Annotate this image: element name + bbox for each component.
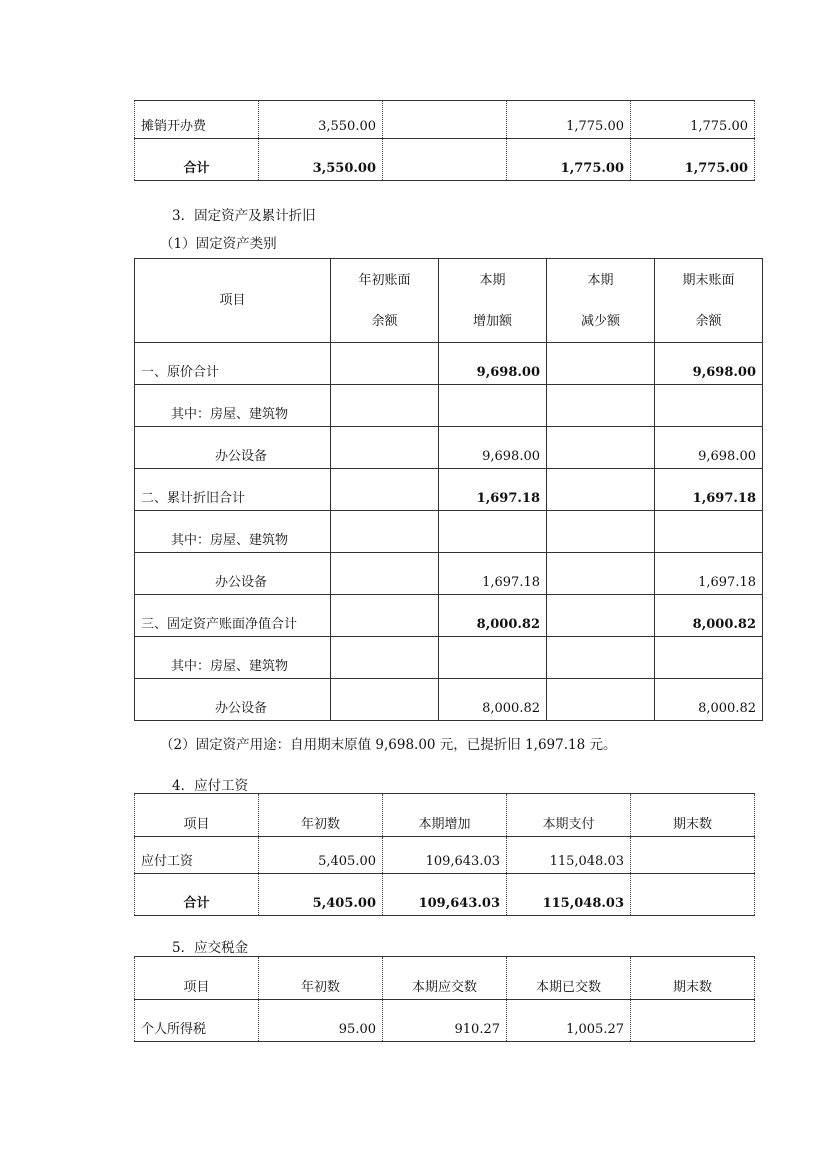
value-cell: 8,000.82 (439, 679, 547, 721)
value-cell: 3,550.00 (259, 101, 383, 139)
table-row (135, 385, 763, 427)
header-col2-bottom: 增加额 (472, 313, 512, 329)
value-cell: 1,697.18 (439, 469, 547, 511)
table-row (135, 427, 763, 469)
value-cell: 3,550.00 (259, 139, 383, 181)
value-cell (547, 343, 655, 385)
value-cell: 910.27 (383, 1000, 507, 1042)
value-cell (331, 427, 439, 469)
value-cell: 95.00 (259, 1000, 383, 1042)
value-cell: 1,775.00 (631, 101, 755, 139)
fixed-assets-table (134, 258, 763, 721)
header-item: 项目 (135, 794, 259, 837)
header-col4: 期末数 (631, 794, 755, 837)
value-cell (547, 469, 655, 511)
value-cell (331, 595, 439, 637)
item-cell: 其中：房屋、建筑物 (135, 511, 331, 553)
table-row (135, 837, 755, 874)
item-cell: 办公设备 (135, 679, 331, 721)
value-cell: 109,643.03 (383, 837, 507, 874)
header-item: 项目 (135, 259, 331, 343)
item-cell: 其中：房屋、建筑物 (135, 637, 331, 679)
section4-title: 4．应付工资 (172, 778, 249, 794)
value-cell (331, 553, 439, 595)
value-cell (331, 469, 439, 511)
value-cell: 9,698.00 (439, 427, 547, 469)
header-col3: 本期支付 (507, 794, 631, 837)
value-cell (331, 385, 439, 427)
value-cell (439, 385, 547, 427)
header-col3-bottom: 减少额 (580, 313, 620, 329)
header-row (135, 957, 755, 1000)
item-cell: 摊销开办费 (135, 101, 259, 139)
item-cell: 三、固定资产账面净值合计 (135, 595, 331, 637)
total-row (135, 874, 755, 916)
value-cell (331, 343, 439, 385)
header-col2: 本期增加 (383, 794, 507, 837)
header-col1 (331, 259, 439, 343)
header-col4-bottom: 余额 (695, 313, 722, 329)
value-cell: 9,698.00 (655, 427, 763, 469)
value-cell (631, 1000, 755, 1042)
header-row (135, 794, 755, 837)
value-cell (331, 637, 439, 679)
section5-title: 5．应交税金 (172, 940, 249, 956)
header-col4-top: 期末账面 (682, 272, 735, 288)
header-col2: 本期应交数 (383, 957, 507, 1000)
value-cell (655, 385, 763, 427)
value-cell: 115,048.03 (507, 837, 631, 874)
value-cell (631, 837, 755, 874)
table-row (135, 553, 763, 595)
value-cell (383, 101, 507, 139)
header-col4 (655, 259, 763, 343)
header-col2 (439, 259, 547, 343)
value-cell: 1,697.18 (655, 469, 763, 511)
table-row (135, 343, 763, 385)
section3-note: （2）固定资产用途：自用期末原值 9,698.00 元，已提折旧 1,697.18 元。 (160, 737, 617, 753)
value-cell: 109,643.03 (383, 874, 507, 916)
value-cell (331, 679, 439, 721)
value-cell (383, 139, 507, 181)
item-cell: 办公设备 (135, 553, 331, 595)
value-cell (655, 637, 763, 679)
item-cell: 办公设备 (135, 427, 331, 469)
item-cell: 二、累计折旧合计 (135, 469, 331, 511)
section3-subtitle: （1）固定资产类别 (160, 236, 277, 252)
value-cell: 1,775.00 (507, 139, 631, 181)
value-cell (547, 385, 655, 427)
header-col1-bottom: 余额 (371, 313, 398, 329)
value-cell (439, 637, 547, 679)
value-cell (547, 511, 655, 553)
value-cell: 115,048.03 (507, 874, 631, 916)
section3-title: 3．固定资产及累计折旧 (172, 208, 316, 224)
header-col3: 本期已交数 (507, 957, 631, 1000)
table-row (135, 101, 755, 139)
amortization-table (134, 100, 755, 181)
header-col4: 期末数 (631, 957, 755, 1000)
total-label: 合计 (135, 874, 259, 916)
value-cell: 8,000.82 (439, 595, 547, 637)
table-row (135, 595, 763, 637)
value-cell (547, 427, 655, 469)
header-item: 项目 (135, 957, 259, 1000)
value-cell: 9,698.00 (655, 343, 763, 385)
table-row (135, 469, 763, 511)
value-cell (331, 511, 439, 553)
header-col1: 年初数 (259, 957, 383, 1000)
table-row (135, 637, 763, 679)
header-row (135, 259, 763, 343)
item-cell: 一、原价合计 (135, 343, 331, 385)
header-col2-top: 本期 (479, 272, 506, 288)
value-cell: 1,697.18 (439, 553, 547, 595)
header-col3-top: 本期 (587, 272, 614, 288)
value-cell: 8,000.82 (655, 679, 763, 721)
value-cell (439, 511, 547, 553)
value-cell: 9,698.00 (439, 343, 547, 385)
wages-payable-table (134, 793, 755, 916)
table-row (135, 511, 763, 553)
total-row (135, 139, 755, 181)
header-col3 (547, 259, 655, 343)
table-row (135, 679, 763, 721)
value-cell (547, 553, 655, 595)
value-cell (547, 679, 655, 721)
value-cell (631, 874, 755, 916)
value-cell (547, 637, 655, 679)
total-label: 合计 (135, 139, 259, 181)
header-col1-top: 年初账面 (358, 272, 411, 288)
value-cell (655, 511, 763, 553)
value-cell: 1,775.00 (507, 101, 631, 139)
value-cell: 8,000.82 (655, 595, 763, 637)
value-cell: 1,697.18 (655, 553, 763, 595)
value-cell: 5,405.00 (259, 874, 383, 916)
taxes-payable-table (134, 956, 755, 1042)
value-cell (547, 595, 655, 637)
item-cell: 应付工资 (135, 837, 259, 874)
value-cell: 1,775.00 (631, 139, 755, 181)
table-row (135, 1000, 755, 1042)
header-col1: 年初数 (259, 794, 383, 837)
value-cell: 1,005.27 (507, 1000, 631, 1042)
item-cell: 个人所得税 (135, 1000, 259, 1042)
item-cell: 其中：房屋、建筑物 (135, 385, 331, 427)
value-cell: 5,405.00 (259, 837, 383, 874)
